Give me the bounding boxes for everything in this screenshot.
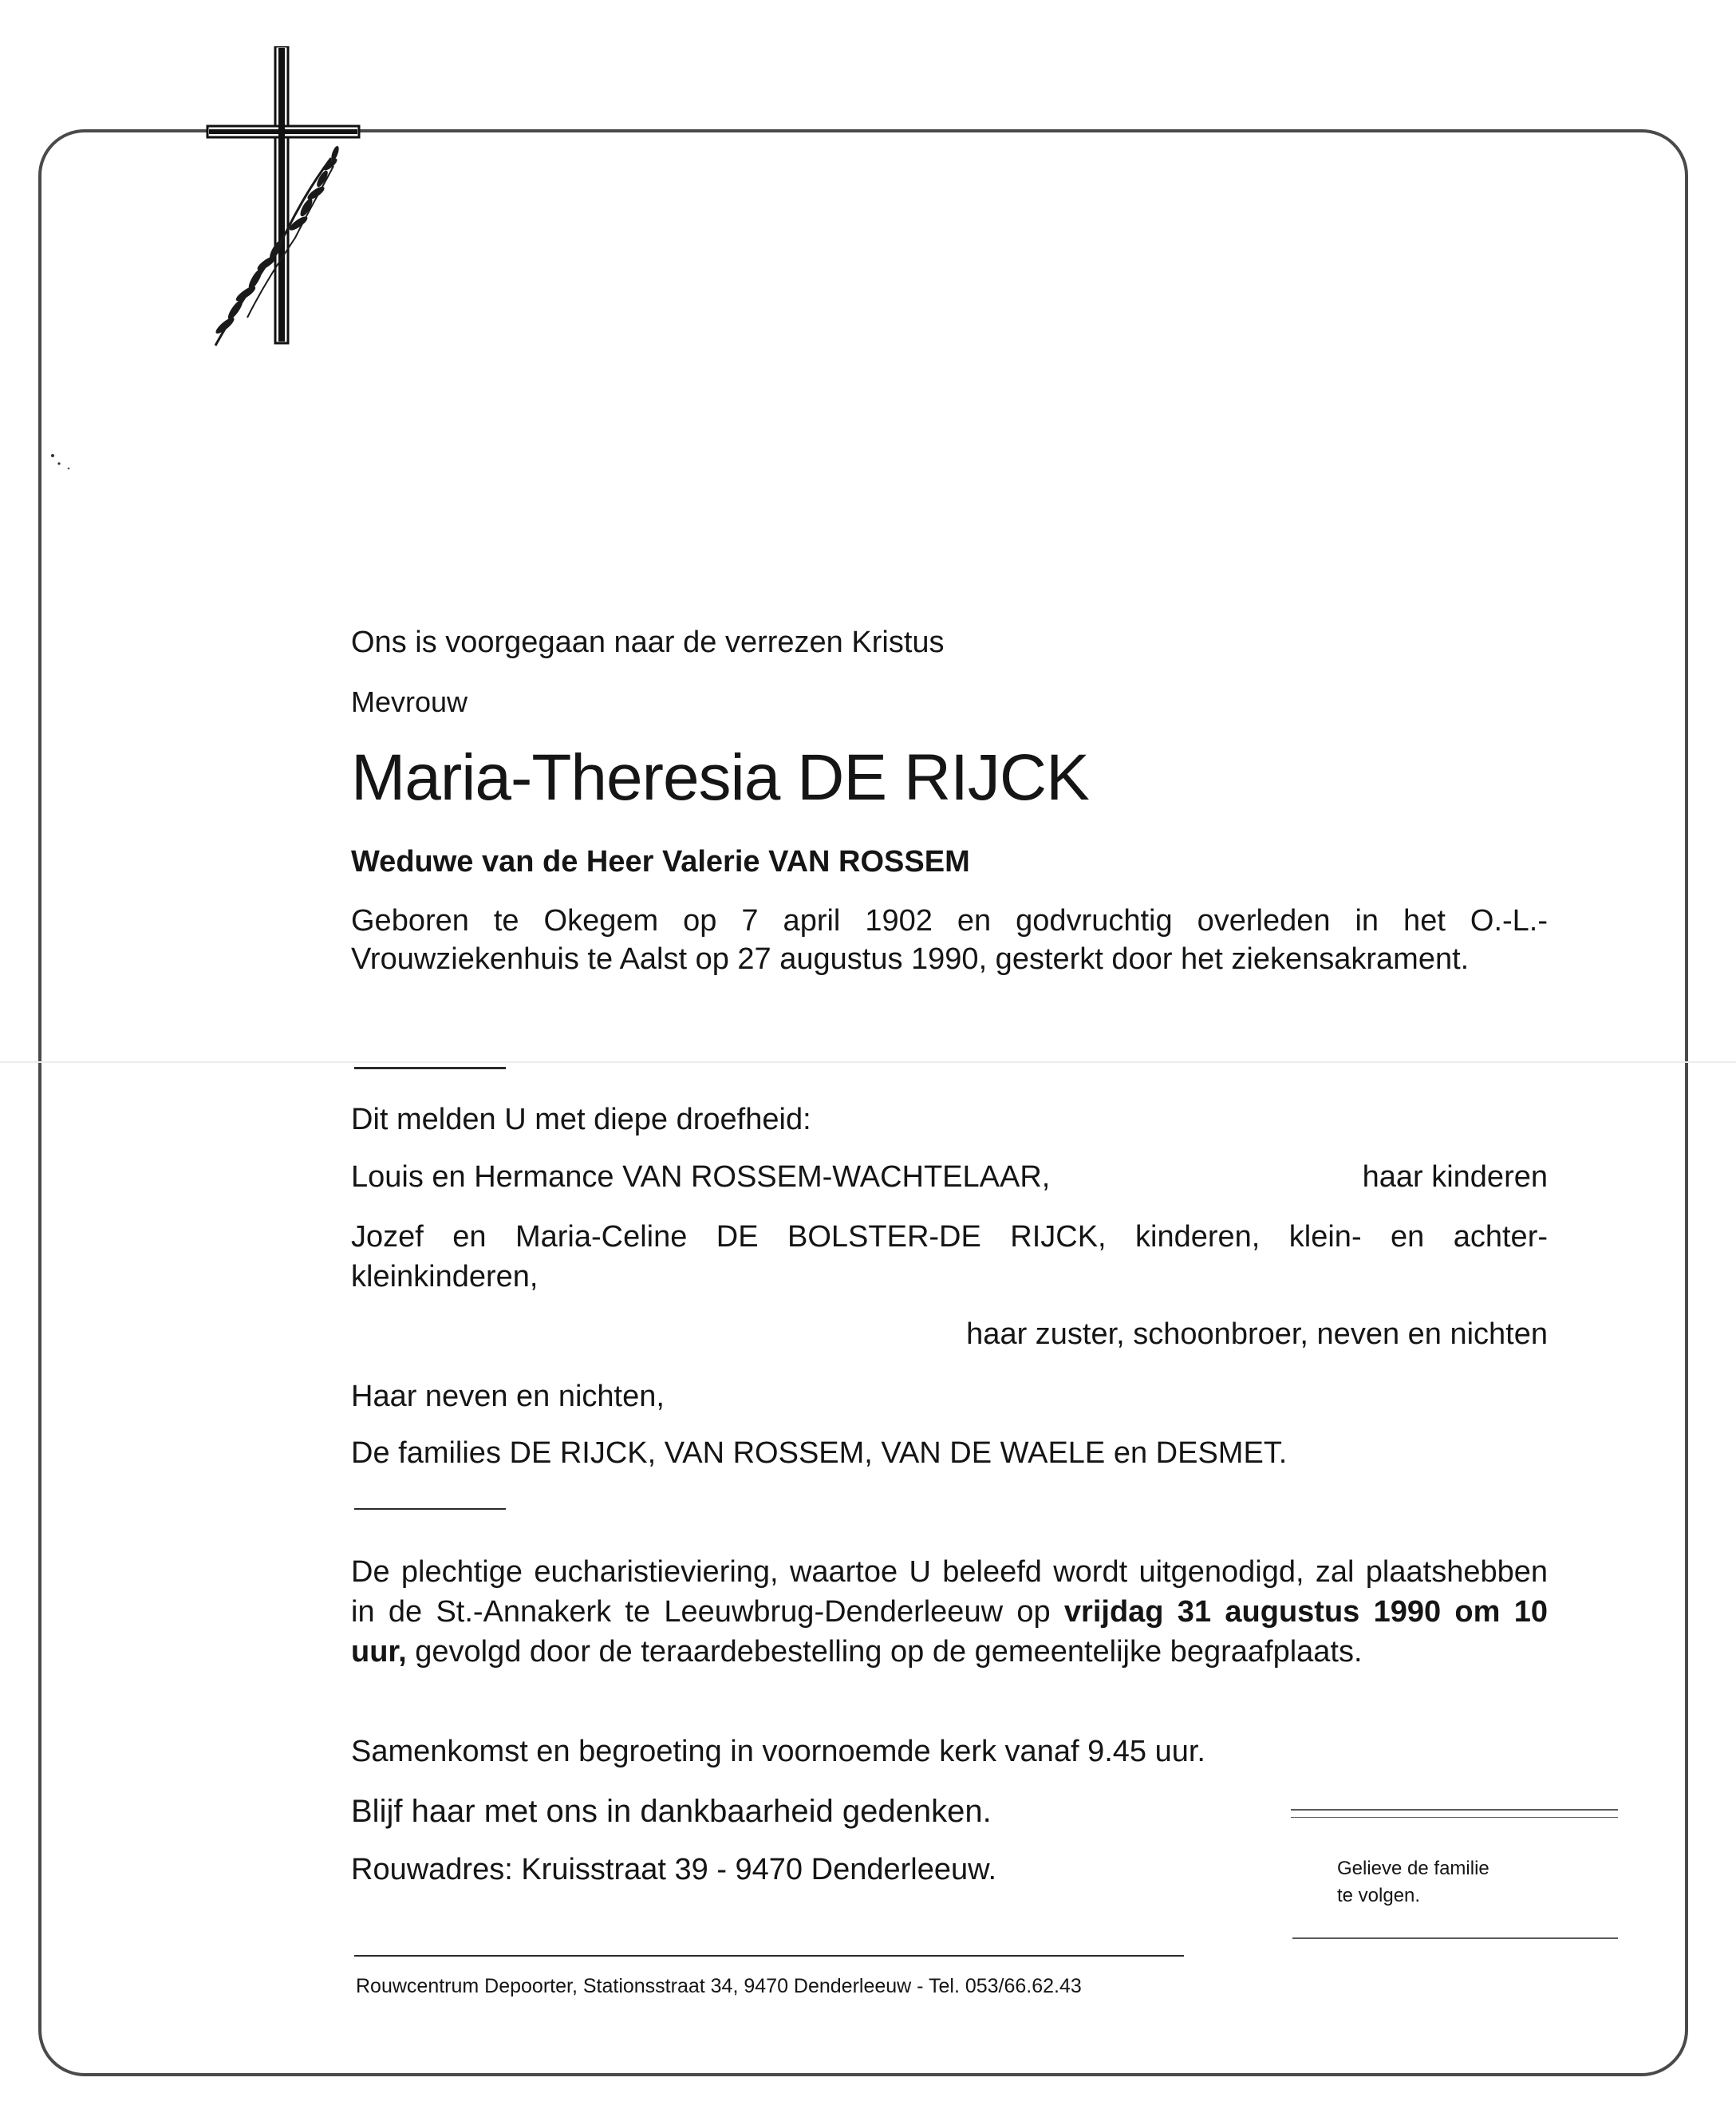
service-text-part2: gevolgd door de teraardebestelling op de gemeentelijke begraafplaats. [406, 1635, 1363, 1669]
note-rule-bottom [1292, 1937, 1618, 1939]
mourner-grandchildren-cont: kleinkinderen, [351, 1260, 539, 1293]
gathering-text: Samenkomst en begroeting in voornoemde kerk vanaf 9.45 uur. [351, 1735, 1205, 1768]
mourner-children-name: Louis en Hermance VAN ROSSEM-WACHTELAAR, [351, 1160, 1051, 1194]
remember-text: Blijf haar met ons in dankbaarheid gedenken. [351, 1794, 992, 1829]
intro-line: Ons is voorgegaan naar de verrezen Kristus [351, 626, 945, 659]
service-text [351, 1552, 1548, 1672]
salutation: Mevrouw [351, 685, 468, 718]
follow-note-line1: Gelieve de familie [1337, 1858, 1489, 1879]
mourner-families: De families DE RIJCK, VAN ROSSEM, VAN DE WAELE en DESMET. [351, 1436, 1288, 1470]
mourner-children-relation: haar kinderen [1362, 1160, 1548, 1194]
mourner-grandchildren: Jozef en Maria-Celine DE BOLSTER-DE RIJCK, kinderen, klein- en achter- [351, 1220, 1548, 1254]
service-text-part1: De plechtige eucharistieviering, waartoe U beleefd wordt uitgenodigd, zal plaatshebben in de St.-Annakerk te Leeuwbrug-Denderleeuw op [351, 1555, 1548, 1629]
divider-2 [354, 1508, 506, 1510]
print-specks [48, 451, 80, 483]
cross-with-branch-icon [199, 46, 367, 350]
mourner-siblings: haar zuster, schoonbroer, neven en nichten [966, 1317, 1548, 1351]
mourner-cousins: Haar neven en nichten, [351, 1380, 665, 1413]
note-rule-top-1 [1291, 1809, 1618, 1811]
follow-note-line2: te volgen. [1337, 1885, 1421, 1906]
follow-note [1337, 1855, 1489, 1910]
mourners-intro: Dit melden U met diepe droefheid: [351, 1103, 811, 1136]
service-date-time: vrijdag 31 augustus 1990 om 10 uur, [351, 1595, 1549, 1669]
footer-rule [354, 1955, 1184, 1957]
mourning-address: Rouwadres: Kruisstraat 39 - 9470 Denderleeuw. [351, 1853, 997, 1886]
divider-1 [354, 1067, 506, 1069]
fold-line [0, 1061, 1736, 1063]
note-rule-top-2 [1291, 1817, 1618, 1818]
birth-death-text: Geboren te Okegem op 7 april 1902 en godvruchtig overleden in het O.-L.-Vrouwziekenhuis te Aalst op 27 augustus 1990, gesterkt door het ziekensakrament. [351, 904, 1548, 976]
deceased-name: Maria-Theresia DE RIJCK [351, 741, 1089, 814]
mourner-children [351, 1157, 1548, 1197]
funeral-home: Rouwcentrum Depoorter, Stationsstraat 34, 9470 Denderleeuw - Tel. 053/66.62.43 [356, 1975, 1082, 1997]
widow-line: Weduwe van de Heer Valerie VAN ROSSEM [351, 845, 970, 879]
